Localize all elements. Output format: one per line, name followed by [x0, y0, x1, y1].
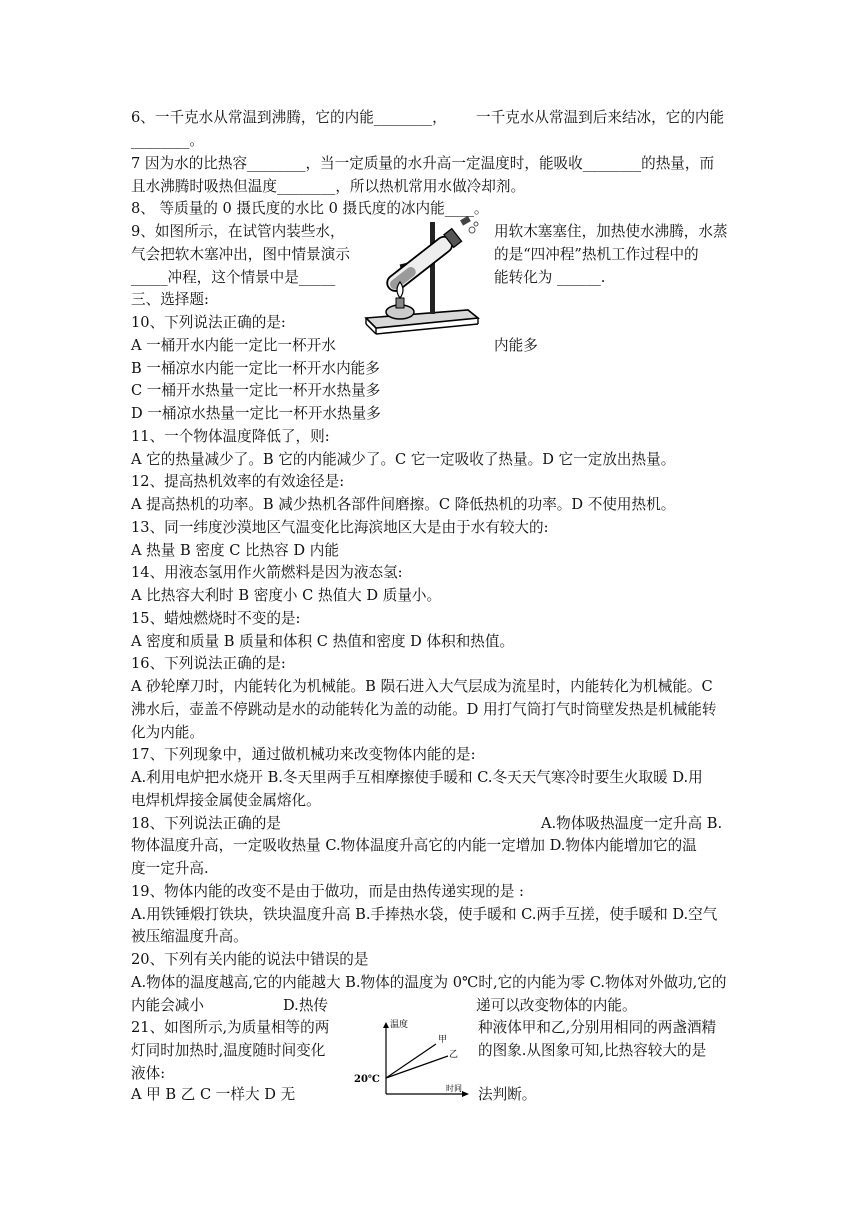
q21-line-2-right: 的图象.从图象可知,比热容较大的是 — [478, 1042, 707, 1059]
q11-options: A 它的热量减少了。B 它的内能减少了。C 它一定吸收了热量。D 它一定放出热量。 — [131, 451, 676, 468]
q6-line-1b: 一千克水从常温到后来结冰，它的内能 — [476, 109, 725, 126]
q16-stem: 16、下列说法正确的是: — [131, 655, 286, 672]
q16-options-line-3: 化为内能。 — [131, 724, 204, 741]
q11-stem: 11、一个物体温度降低了，则: — [131, 428, 330, 445]
q9-line-3-right: 能转化为 ______. — [494, 269, 606, 286]
q7-line-2: 且水沸腾时吸热但温度________，所以热机常用水做冷却剂。 — [131, 178, 526, 195]
q20-options-line-1: A.物体的温度越高,它的内能越大 B.物体的温度为 0℃时,它的内能为零 C.物体对外做功,它的 — [131, 974, 727, 991]
q19-options-line-1: A.用铁锤煅打铁块，铁块温度升高 B.手捧热水袋，使手暖和 C.两手互搓，使手暖和 D.空气 — [131, 906, 718, 923]
series-line-jia — [386, 1044, 436, 1078]
q19-stem: 19、物体内能的改变不是由于做功，而是由热传递实现的是 : — [131, 883, 524, 900]
q21-options-right: 法判断。 — [478, 1086, 537, 1103]
q20-options-line-2-right: 递可以改变物体的内能。 — [476, 997, 637, 1014]
graph-series-label-yi: 乙 — [449, 1050, 459, 1060]
q18-options-line-2: 度一定升高. — [131, 860, 209, 877]
q10-option-c: C 一桶开水热量一定比一杯开水热量多 — [131, 382, 381, 399]
graph-xlabel: 时间 — [446, 1084, 462, 1093]
q13-stem: 13、同一纬度沙漠地区气温变化比海滨地区大是由于水有较大的: — [131, 519, 549, 536]
q6-line-1a: 6、一千克水从常温到沸腾，它的内能________， — [131, 109, 447, 126]
q21-line-1-right: 种液体甲和乙,分别用相同的两盏酒精 — [478, 1019, 717, 1036]
q18-option-a: A.物体吸热温度一定升高 B. — [541, 815, 723, 832]
test-tube-apparatus-figure — [360, 214, 484, 338]
temperature-time-graph — [352, 1018, 474, 1102]
q10-option-a-right: 内能多 — [494, 337, 538, 354]
q12-options: A 提高热机的功率。B 减少热机各部件间磨擦。C 降低热机的功率。D 不使用热机。 — [131, 496, 676, 513]
q15-options: A 密度和质量 B 质量和体积 C 热值和密度 D 体积和热值。 — [131, 633, 515, 650]
q21-line-3-left: 液体: — [131, 1065, 166, 1082]
q6-line-2: ________。 — [131, 132, 204, 149]
q9-line-3-left: _____冲程，这个情景中是_____ — [131, 269, 336, 286]
series-line-yi — [386, 1056, 448, 1078]
q17-stem: 17、下列现象中，通过做机械功来改变物体内能的是: — [131, 746, 476, 763]
graph-series-label-jia: 甲 — [438, 1035, 448, 1045]
q20-options-line-2-left: 内能会减小 — [131, 997, 204, 1014]
graph-start-temp-label: 20℃ — [354, 1074, 380, 1085]
q18-options-line-1: 物体温度升高，一定吸收热量 C.物体温度升高它的内能一定增加 D.物体内能增加它的温 — [131, 837, 697, 854]
q18-stem: 18、下列说法正确的是 — [131, 815, 281, 832]
section-3-heading: 三、选择题: — [131, 291, 209, 308]
q17-options-line-2: 电焊机焊接金属使金属熔化。 — [131, 792, 321, 809]
q14-options: A 比热容大利时 B 密度小 C 热值大 D 质量小。 — [131, 587, 442, 604]
q20-options-line-2-mid: D.热传 — [283, 997, 329, 1014]
q12-stem: 12、提高热机效率的有效途径是: — [131, 473, 345, 490]
q20-stem: 20、下列有关内能的说法中错误的是 — [131, 951, 369, 968]
q10-option-d: D 一桶凉水热量一定比一杯开水热量多 — [131, 405, 381, 422]
q21-line-2-left: 灯同时加热时,温度随时间变化 — [131, 1042, 326, 1059]
q9-line-2-left: 气会把软木塞冲出，图中情景演示 — [131, 246, 350, 263]
q19-options-line-2: 被压缩温度升高。 — [131, 928, 248, 945]
q10-option-a-left: A 一桶开水内能一定比一杯开水 — [131, 337, 336, 354]
q10-stem: 10、下列说法正确的是: — [131, 314, 286, 331]
q8-line: 8、 等质量的 0 摄氏度的水比 0 摄氏度的冰内能____。 — [131, 200, 489, 217]
q9-line-2-right: 的是“四冲程”热机工作过程中的 — [494, 246, 699, 263]
q16-options-line-1: A 砂轮摩刀时，内能转化为机械能。B 陨石进入大气层成为流星时，内能转化为机械能。C — [131, 678, 713, 695]
q9-line-1-right: 用软木塞塞住，加热使水沸腾，水蒸 — [494, 223, 728, 240]
graph-ylabel: 温度 — [390, 1020, 409, 1030]
q21-options-left: A 甲 B 乙 C 一样大 D 无 — [131, 1086, 296, 1103]
q15-stem: 15、蜡烛燃烧时不变的是: — [131, 610, 301, 627]
q21-line-1-left: 21、如图所示,为质量相等的两 — [131, 1019, 330, 1036]
q9-line-1-left: 9、如图所示，在试管内装些水， — [131, 223, 345, 240]
q10-option-b: B 一桶凉水内能一定比一杯开水内能多 — [131, 360, 380, 377]
q14-stem: 14、用液态氢用作火箭燃料是因为液态氢: — [131, 564, 403, 581]
q13-options: A 热量 B 密度 C 比热容 D 内能 — [131, 542, 339, 559]
q7-line-1: 7 因为水的比热容________，当一定质量的水升高一定温度时，能吸收________的热量，而 — [131, 155, 715, 172]
q17-options-line-1: A.利用电炉把水烧开 B.冬天里两手互相摩擦使手暖和 C.冬天天气寒冷时要生火取暖 D.用 — [131, 769, 703, 786]
q16-options-line-2: 沸水后，壶盖不停跳动是水的动能转化为盖的动能。D 用打气筒打气时筒壁发热是机械能转 — [131, 701, 717, 718]
